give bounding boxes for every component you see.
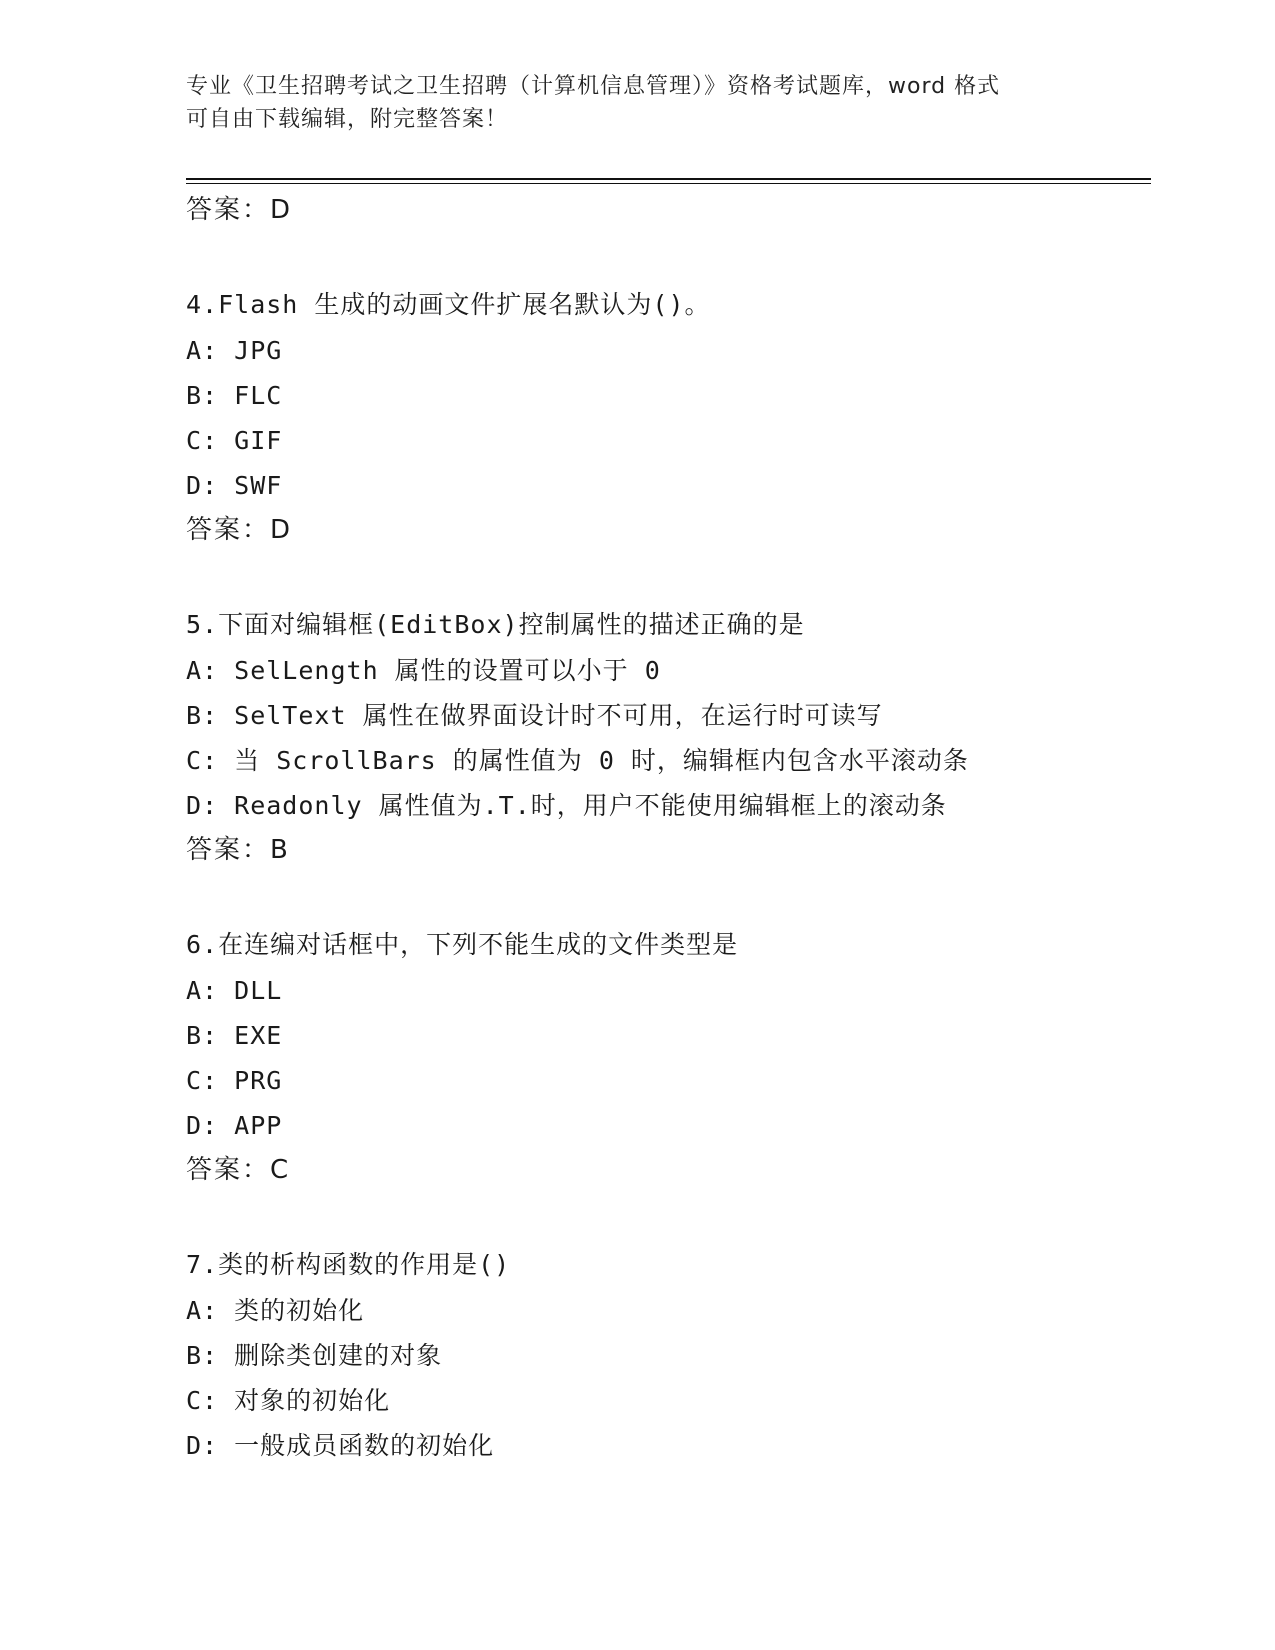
question-block: [186, 602, 1146, 873]
question-block: [186, 282, 1146, 553]
question-block: [186, 1242, 1146, 1468]
option-b: B: SelText 属性在做界面设计时不可用，在运行时可读写: [186, 701, 883, 730]
option-b: B: FLC: [186, 381, 283, 410]
header-line-1: 专业《卫生招聘考试之卫生招聘（计算机信息管理）》资格考试题库，word 格式: [186, 74, 1001, 99]
question-text: 7.类的析构函数的作用是(): [186, 1250, 511, 1279]
question-text: 6.在连编对话框中，下列不能生成的文件类型是: [186, 930, 739, 959]
option-d: D: APP: [186, 1111, 283, 1140]
document-body: [186, 188, 1146, 1468]
answer-line: 答案：B: [186, 835, 290, 865]
option-b: B: 删除类创建的对象: [186, 1341, 443, 1370]
question-text: 4.Flash 生成的动画文件扩展名默认为()。: [186, 290, 711, 319]
option-c: C: GIF: [186, 426, 283, 455]
option-b: B: EXE: [186, 1021, 283, 1050]
option-a: A: JPG: [186, 336, 283, 365]
option-d: D: Readonly 属性值为.T.时，用户不能使用编辑框上的滚动条: [186, 791, 947, 820]
header-divider-top: [186, 178, 1151, 180]
answer-line: 答案：D: [186, 195, 293, 225]
option-a: A: 类的初始化: [186, 1296, 365, 1325]
option-c: C: PRG: [186, 1066, 283, 1095]
option-d: D: 一般成员函数的初始化: [186, 1431, 495, 1460]
question-text: 5.下面对编辑框(EditBox)控制属性的描述正确的是: [186, 610, 805, 639]
answer-line: 答案：D: [186, 515, 293, 545]
header-divider-bottom: [186, 183, 1151, 184]
question-block: [186, 922, 1146, 1193]
option-a: A: SelLength 属性的设置可以小于 0: [186, 656, 661, 685]
document-header: [186, 70, 1086, 136]
option-c: C: 当 ScrollBars 的属性值为 0 时，编辑框内包含水平滚动条: [186, 746, 969, 775]
answer-line: 答案：C: [186, 1155, 291, 1185]
option-c: C: 对象的初始化: [186, 1386, 391, 1415]
option-a: A: DLL: [186, 976, 283, 1005]
option-d: D: SWF: [186, 471, 283, 500]
header-line-2: 可自由下载编辑，附完整答案！: [186, 107, 509, 132]
